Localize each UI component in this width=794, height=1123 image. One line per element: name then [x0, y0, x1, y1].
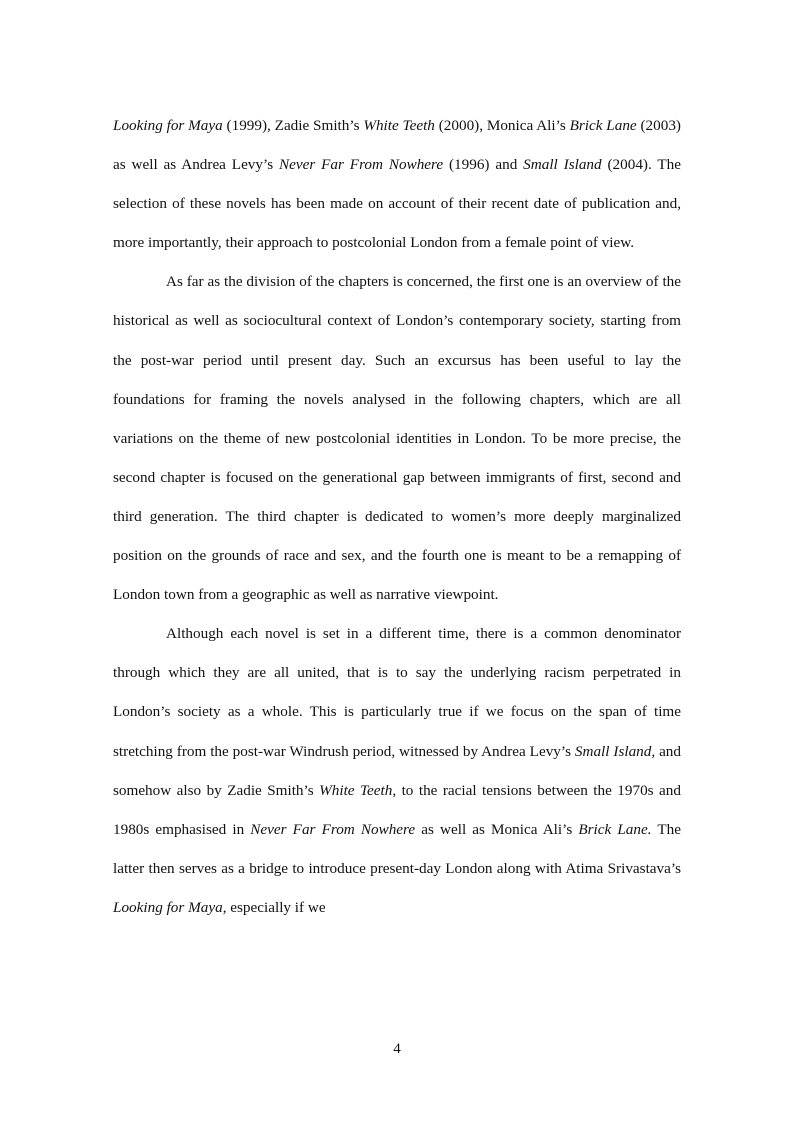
italic-title-run: Small Island [523, 156, 602, 174]
paragraph-1 [113, 106, 681, 262]
paragraph-3 [113, 614, 681, 927]
text-run: (2004). The selection of these novels has been made on account of their recent date of publication and, more importantly, their approach to postcolonial London from a female point of view. [113, 156, 681, 252]
text-run: , to the racial tensions between the 1970s and 1980s emphasised in [113, 781, 681, 838]
italic-title-run: Never Far From Nowhere [279, 156, 444, 174]
paragraph-2 [113, 262, 681, 614]
italic-title-run: Brick Lane [569, 117, 637, 134]
text-run: As far as the division of the chapters is concerned, the first one is an overview of the historical as well as sociocultural context of London’s contemporary society, starting from the post-war period until present day. Such an excursus has been useful to lay the foundations for framing the novels analysed in the following chapters, which are all variations on the theme of new postcolonial identities in London. To be more precise, the second chapter is focused on the generational gap between immigrants of first, second and third generation. The third chapter is dedicated to women’s more deeply marginalized position on the grounds of race and sex, and the fourth one is meant to be a remapping of London town from a geographic as well as narrative viewpoint. [113, 273, 681, 604]
text-run: as well as Monica Ali’s [415, 820, 579, 838]
italic-title-run: Looking for Maya [113, 898, 223, 916]
italic-title-run: Small Island, [574, 742, 656, 760]
text-run: and somehow also by Zadie Smith’s [113, 742, 681, 799]
text-run: Although each novel is set in a different time, there is a common denominator through which they are all united, that is to say the underlying racism perpetrated in London’s society as a whole. This is particularly true if we focus on the span of time stretching from the post-war Windrush period, witnessed by Andrea Levy’s [113, 625, 681, 760]
text-run: (1999), Zadie Smith’s [222, 117, 364, 134]
text-run: , especially if we [222, 898, 326, 916]
italic-title-run: White Teeth [363, 117, 435, 134]
italic-title-run: White Teeth [319, 781, 393, 799]
italic-title-run: Brick Lane. [578, 820, 652, 838]
text-run: The latter then serves as a bridge to introduce present-day London along with Atima Srivastava’s [113, 820, 681, 877]
page-body [113, 106, 681, 927]
text-run: (2003) as well as Andrea Levy’s [113, 117, 681, 174]
italic-title-run: Never Far From Nowhere [250, 820, 416, 838]
text-run: (2000), Monica Ali’s [434, 117, 570, 134]
text-run: (1996) and [443, 156, 524, 174]
page-number: 4 [393, 1041, 401, 1057]
italic-title-run: Looking for Maya [113, 117, 223, 134]
